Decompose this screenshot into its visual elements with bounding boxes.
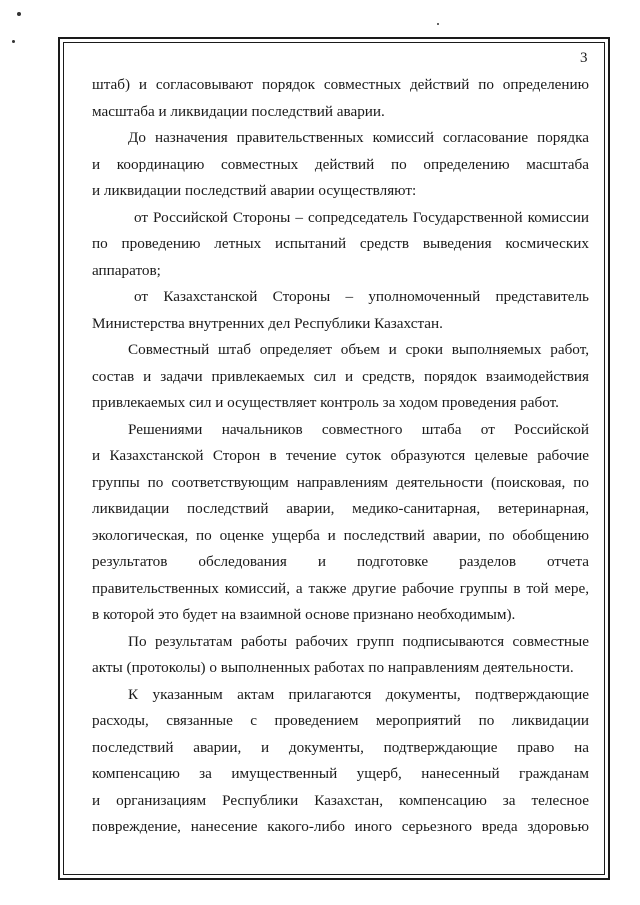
text-line: масштаба и ликвидации последствий аварии. xyxy=(92,102,385,120)
text-line: от Российской Стороны – сопредседатель Государственной комиссии xyxy=(134,208,589,226)
text-line: последствий аварии, и документы, подтверждающие право на xyxy=(92,738,589,756)
text-line: повреждение, нанесение какого-либо иного серьезного вреда здоровью xyxy=(92,818,589,835)
text-line: штаб) и согласовывают порядок совместных действий по определению xyxy=(92,76,589,93)
text-line: По результатам работы рабочих групп подписываются совместные xyxy=(128,632,589,650)
text-line: привлекаемых сил и осуществляет контроль за ходом проведения работ. xyxy=(92,394,559,411)
text-line: в которой это будет на взаимной основе признано необходимым). xyxy=(92,606,516,623)
scan-speck xyxy=(12,40,15,43)
text-line: и ликвидации последствий аварии осуществляют: xyxy=(92,182,417,199)
text-line: аппаратов; xyxy=(92,261,161,279)
text-line: результатов обследования и подготовке разделов отчета xyxy=(92,553,589,570)
text-line: расходы, связанные с проведением мероприятий по ликвидации xyxy=(92,712,589,729)
text-line: и Казахстанской Сторон в течение суток образуются целевые рабочие xyxy=(92,447,589,464)
text-line: акты (протоколы) о выполненных работах по направлениям деятельности. xyxy=(92,659,574,676)
scan-speck xyxy=(17,12,21,16)
text-line: компенсацию за имущественный ущерб, нанесенный гражданам xyxy=(92,765,589,782)
scan-speck xyxy=(437,23,439,25)
text-line: группы по соответствующим направлениям деятельности (поисковая, по xyxy=(92,473,589,491)
text-line: от Казахстанской Стороны – уполномоченный представитель xyxy=(134,288,589,305)
text-line: До назначения правительственных комиссий согласование порядка xyxy=(128,129,589,146)
page-number: 3 xyxy=(580,50,588,66)
text-line: состав и задачи привлекаемых сил и средств, порядок взаимодействия xyxy=(92,367,589,385)
text-line: Министерства внутренних дел Республики Казахстан. xyxy=(92,314,443,332)
text-line: К указанным актам прилагаются документы, подтверждающие xyxy=(128,685,589,703)
text-line: экологическая, по оценке ущерба и последствий аварии, по обобщению xyxy=(92,526,589,544)
text-line: и координацию совместных действий по определению масштаба xyxy=(92,155,589,173)
document-body xyxy=(92,72,589,841)
text-line: и организациям Республики Казахстан, компенсацию за телесное xyxy=(92,791,589,809)
text-line: Решениями начальников совместного штаба от Российской xyxy=(128,420,589,438)
text-line: Совместный штаб определяет объем и сроки выполняемых работ, xyxy=(128,341,589,358)
text-line: правительственных комиссий, а также другие рабочие группы в той мере, xyxy=(92,579,589,597)
text-line: по проведению летных испытаний средств выведения космических xyxy=(92,235,589,252)
text-line: ликвидации последствий аварии, медико-санитарная, ветеринарная, xyxy=(92,500,589,517)
